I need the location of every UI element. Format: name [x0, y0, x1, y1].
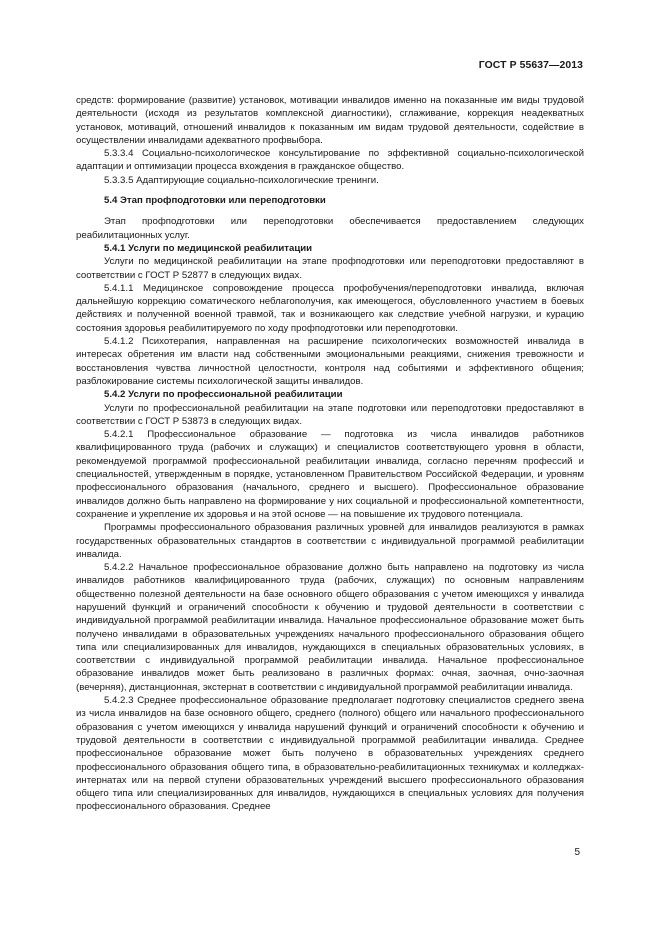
document-body — [76, 94, 584, 814]
paragraph-5-4-intro: Этап профподготовки или переподготовки обеспечивается предоставлением следующих реабилитационных услуг. — [76, 216, 584, 241]
subsection-heading-5-4-2: 5.4.2 Услуги по профессиональной реабилитации — [104, 389, 343, 401]
subsection-heading-5-4-1: 5.4.1 Услуги по медицинской реабилитации — [104, 242, 313, 254]
paragraph-5-4-2-1: 5.4.2.1 Профессиональное образование — подготовка из числа инвалидов работников квалифицированного труда (рабочих и служащих) и специалистов соответствующего уровня в области, рекомендуемой программой профессиональной реабилитации инвалида, согласно перечням профессий и специальностей, утвержденным в порядке, установленном Правительством Российской Федерации, и уровням профессионального образования (начального, среднего и высшего). Профессиональное образование инвалидов должно быть направлено на формирование у них социальной и профессиональной компетентности, сохранение и укрепление их здоровья и на этой основе — на повышение их трудового потенциала. — [76, 429, 584, 520]
standard-code-header: ГОСТ Р 55637—2013 — [478, 60, 583, 71]
paragraph-5-3-3-5: 5.3.3.5 Адаптирующие социально-психологические тренинги. — [104, 174, 379, 186]
paragraph-5-3-3-4: 5.3.3.4 Социально-психологическое консультирование по эффективной социально-психологической адаптации и оптимизации процесса вхождения в гражданское общество. — [76, 148, 584, 173]
paragraph-5-4-1-1: 5.4.1.1 Медицинское сопровождение процесса профобучения/переподготовки инвалида, включая дальнейшую коррекцию соматического неблагополучия, как имеющегося, обусловленного участием в боевых действиях и полученной военной травмой, так и возникающего как следствие учебной нагрузки, и курацию состояния здоровья реабилитируемого по ходу профподготовки или переподготовки. — [76, 282, 584, 334]
paragraph-5-4-2-2: 5.4.2.2 Начальное профессиональное образование должно быть направлено на подготовку из числа инвалидов работников квалифицированного труда (рабочих, служащих) по основным направлениям общественно полезной деятельности на базе основного общего образования с учетом имеющихся у инвалида нарушений функций и ограничений способности к обучению и трудовой деятельности в соответствии с индивидуальной программой реабилитации инвалида. Начальное профессиональное образование может быть получено инвалидами в образовательных учреждениях начального профессионального образования общего типа или специализированных для инвалидов, нуждающихся в специальных образовательных условиях, в соответствии с индивидуальной программой реабилитации инвалида. Начальное профессиональное образование инвалидов может быть реализовано в различных формах: очная, заочная, очно-заочная (вечерняя), дистанционная, экстернат в соответствии с индивидуальной программой реабилитации инвалида. — [76, 562, 584, 693]
paragraph-5-4-1-intro: Услуги по медицинской реабилитации на этапе профподготовки или переподготовки предоставляют в соответствии с ГОСТ Р 52877 в следующих видах. — [76, 256, 584, 281]
paragraph-5-4-2-3: 5.4.2.3 Среднее профессиональное образование предполагает подготовку специалистов среднего звена из числа инвалидов на базе основного общего, среднего (полного) общего или начального профессионального образования с учетом имеющихся у инвалида нарушений функций и ограничений способности к обучению и трудовой деятельности в соответствии с индивидуальной программой реабилитации инвалида. Среднее профессиональное образование может быть получено в образовательных учреждениях среднего профессионального образования общего типа, в образовательно-реабилитационных техникумах и колледжах-интернатах или на первой ступени образовательных учреждений высшего профессионального образования общего типа или специализированных для инвалидов, нуждающихся в специальных условиях для получения профессионального образования. Среднее — [76, 695, 584, 813]
paragraph-continuation: средств: формирование (развитие) установок, мотивации инвалидов именно на показанные им виды трудовой деятельности (исходя из результатов комплексной диагностики), сглаживание, коррекция неадекватных установок, мотиваций, отношений инвалидов к показанным им видам трудовой деятельности, содействие в осуществлении инвалидами адекватного профвыбора. — [76, 95, 584, 146]
page-number: 5 — [574, 847, 580, 858]
paragraph-5-4-1-2: 5.4.1.2 Психотерапия, направленная на расширение психологических возможностей инвалида в интересах обретения им власти над собственными эмоциональными реакциями, снижения тревожности и восстановления чувства личностной целостности, контроля над событиями и эффективного общения; разблокирование системы психологической защиты инвалидов. — [76, 336, 584, 387]
section-heading-5-4: 5.4 Этап профподготовки или переподготовки — [104, 195, 326, 207]
paragraph-programs: Программы профессионального образования различных уровней для инвалидов реализуются в рамках государственных образовательных стандартов в соответствии с индивидуальной программой реабилитации инвалида. — [76, 522, 584, 560]
paragraph-5-4-2-intro: Услуги по профессиональной реабилитации на этапе подготовки или переподготовки предоставляют в соответствии с ГОСТ Р 53873 в следующих видах. — [76, 402, 584, 427]
